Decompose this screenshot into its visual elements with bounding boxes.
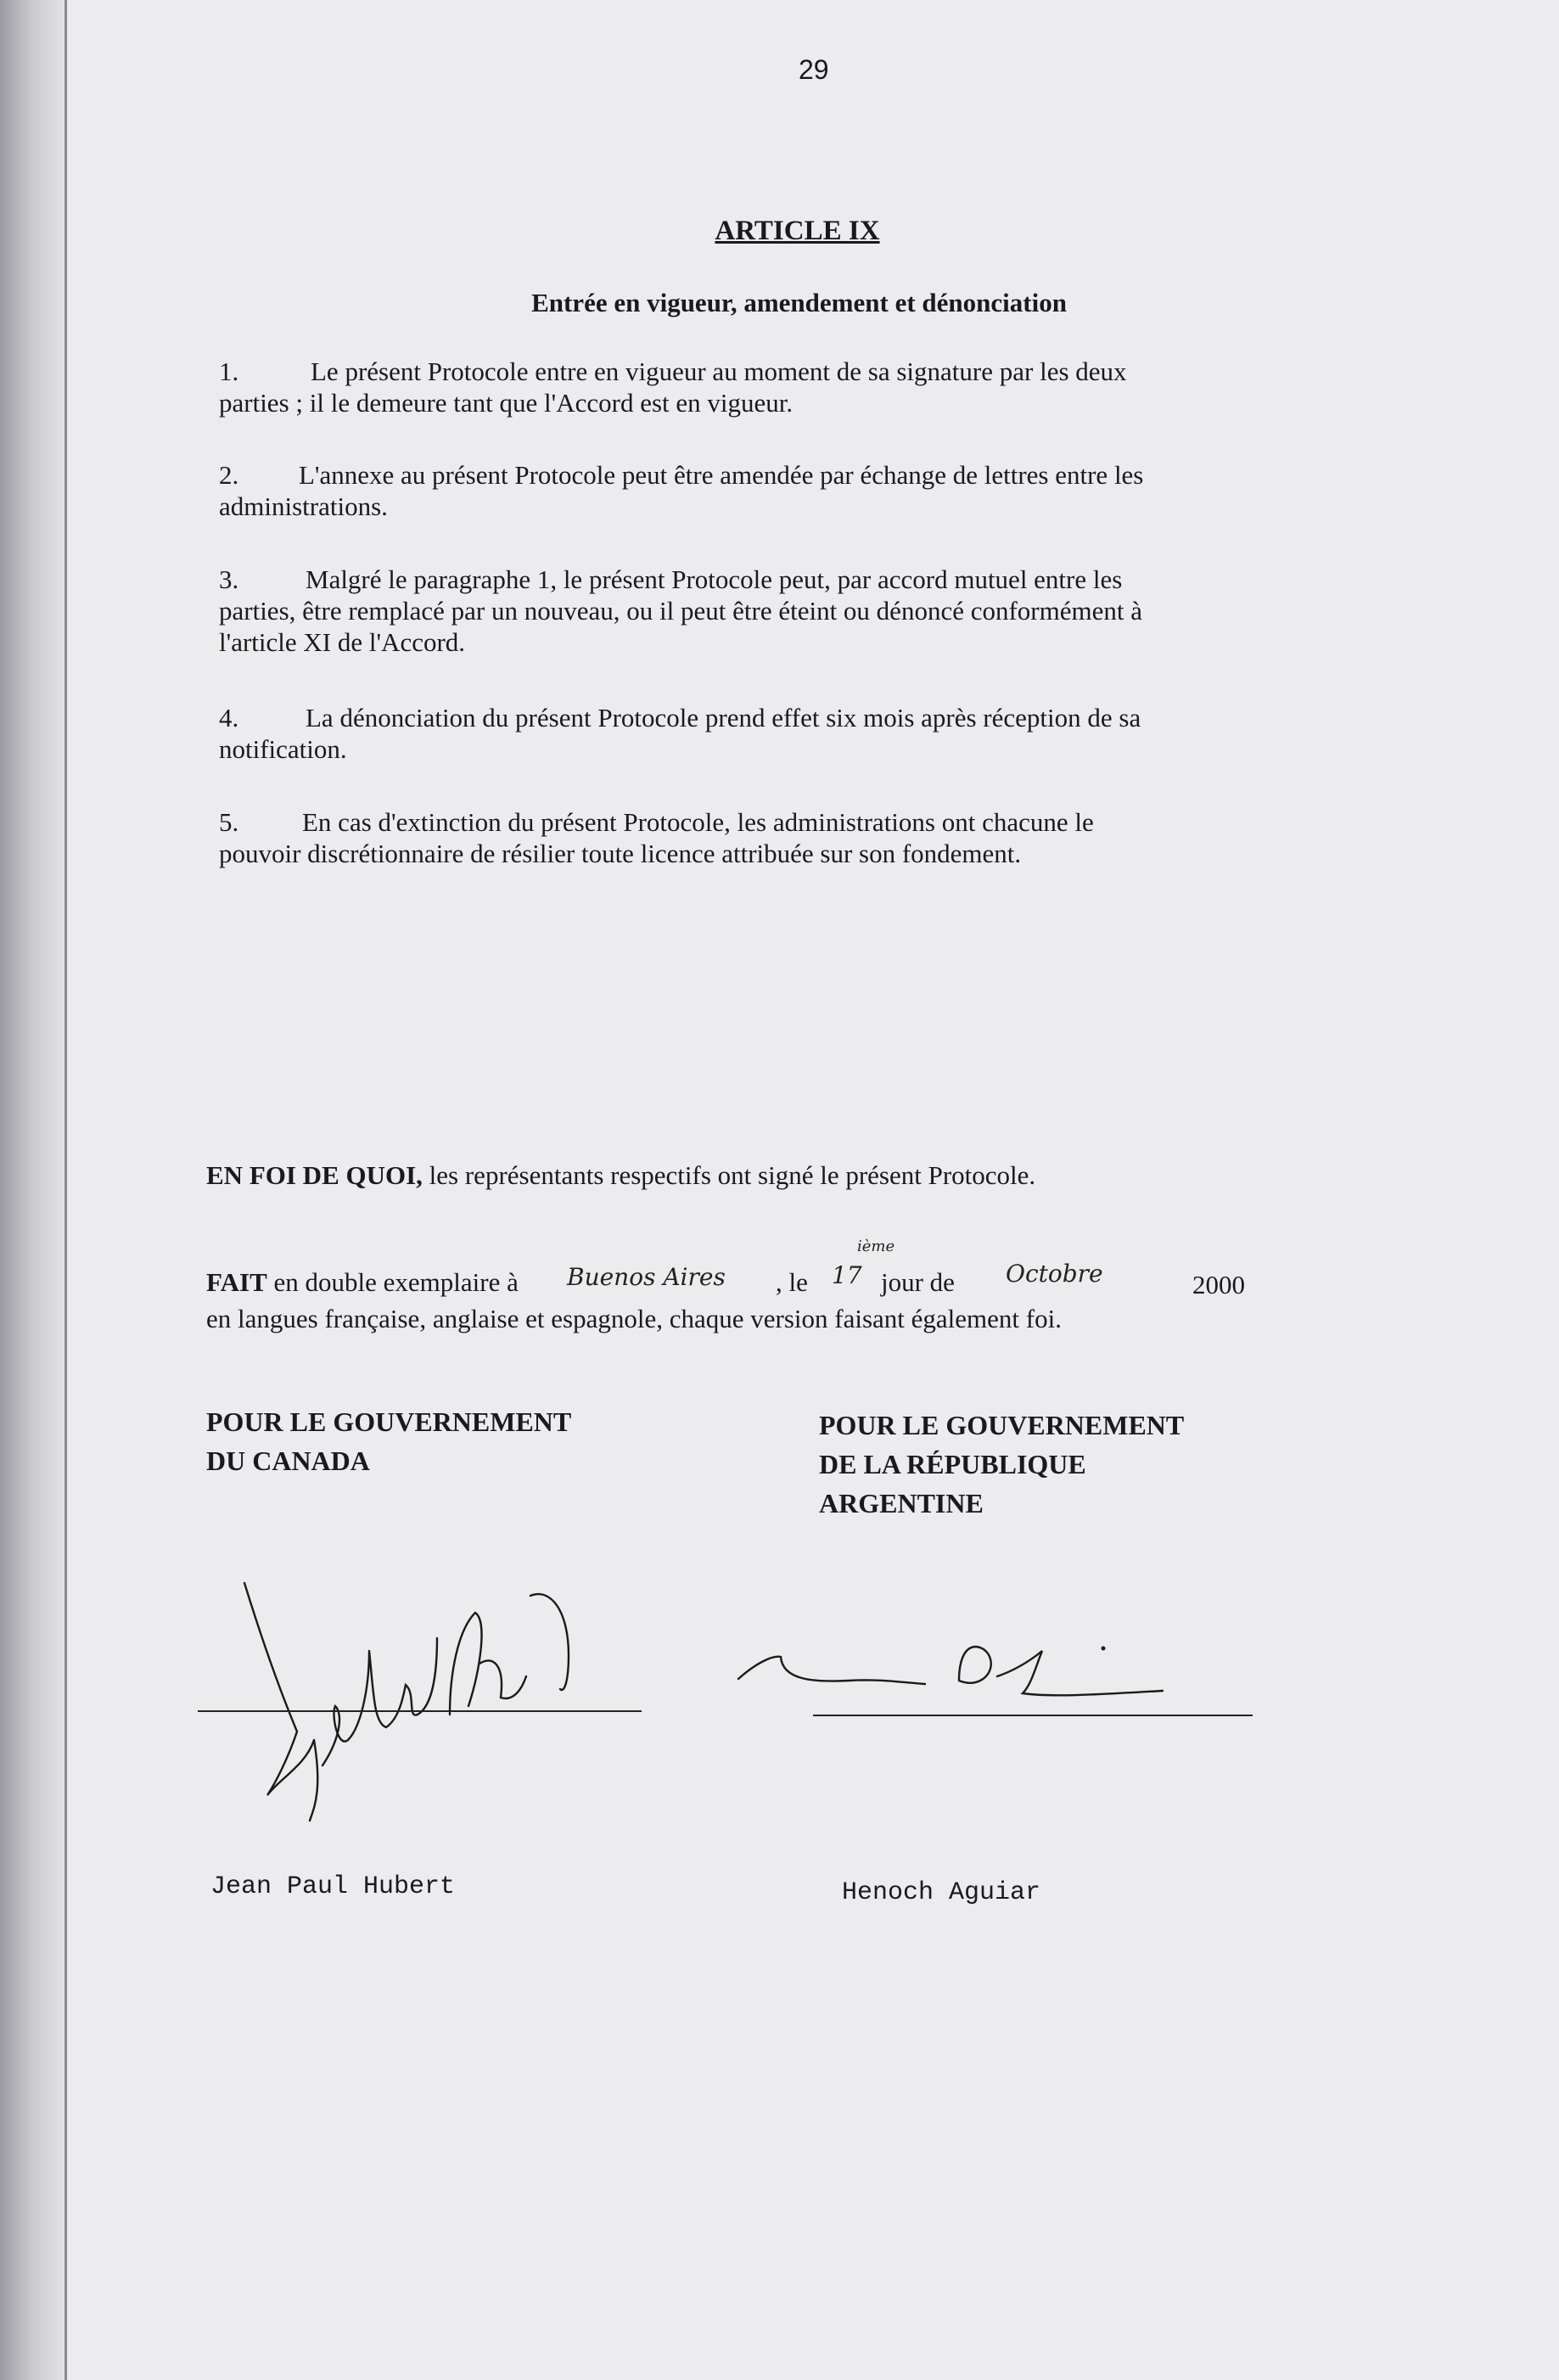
- page-edge: [64, 0, 67, 2380]
- article-subtitle-text: Entrée en vigueur, amendement et dénonciation: [531, 288, 1067, 317]
- article-title-text: ARTICLE IX: [715, 216, 880, 246]
- done-text: en double exemplaire à: [266, 1267, 519, 1297]
- signatory-line: DE LA RÉPUBLIQUE: [819, 1449, 1086, 1479]
- done-lead: FAIT: [206, 1267, 267, 1297]
- done-text-jour: jour de: [881, 1267, 955, 1297]
- paragraph-line: l'article XI de l'Accord.: [219, 627, 466, 657]
- paragraph-line: parties ; il le demeure tant que l'Accord est en vigueur.: [219, 388, 794, 418]
- signatory-line: ARGENTINE: [819, 1488, 984, 1518]
- paragraph-number: 4.: [219, 703, 239, 733]
- paragraph-5: [219, 806, 1263, 869]
- handwritten-month: Octobre: [1006, 1260, 1103, 1288]
- paragraph-first-line: Le présent Protocole entre en vigueur au moment de sa signature par les deux: [311, 356, 1127, 386]
- handwritten-day: 17: [832, 1261, 862, 1289]
- signatory-line: POUR LE GOUVERNEMENT: [819, 1410, 1185, 1440]
- paragraph-2: [219, 459, 1263, 522]
- witness-lead: EN FOI DE QUOI,: [206, 1160, 423, 1190]
- paragraph-line: notification.: [219, 734, 347, 764]
- paragraph-line: parties, être remplacé par un nouveau, ou il peut être éteint ou dénoncé conformément à: [219, 596, 1142, 626]
- signature-canada: [195, 1536, 670, 1833]
- signature-line-canada: [198, 1710, 642, 1712]
- signature-line-argentina: [813, 1715, 1253, 1716]
- witness-text: les représentants respectifs ont signé le présent Protocole.: [422, 1160, 1036, 1190]
- page-binding-shadow: [0, 0, 68, 2380]
- paragraph-1: [219, 356, 1263, 418]
- paragraph-first-line: La dénonciation du présent Protocole prend effet six mois après réception de sa: [306, 703, 1141, 733]
- done-year: 2000: [1192, 1270, 1245, 1299]
- paragraph-3: [219, 564, 1263, 658]
- paragraph-number: 1.: [219, 356, 239, 386]
- signatory-line: POUR LE GOUVERNEMENT: [206, 1406, 572, 1437]
- signatory-name-argentina: Henoch Aguiar: [842, 1878, 1041, 1907]
- paragraph-line: administrations.: [219, 491, 388, 521]
- done-languages: en langues française, anglaise et espagnole, chaque version faisant également foi.: [206, 1304, 1062, 1333]
- page-number: 29: [799, 54, 829, 85]
- paragraph-line: pouvoir discrétionnaire de résilier toute licence attribuée sur son fondement.: [219, 839, 1022, 868]
- paragraph-number: 2.: [219, 460, 239, 490]
- witness-clause: [206, 1159, 1035, 1191]
- handwritten-day-suffix: ième: [857, 1238, 895, 1255]
- article-subtitle: [0, 287, 1559, 318]
- article-title: [0, 216, 1559, 247]
- signature-argentina: [730, 1613, 1171, 1723]
- paragraph-first-line: Malgré le paragraphe 1, le présent Protocole peut, par accord mutuel entre les: [306, 564, 1123, 594]
- signatory-line: DU CANADA: [206, 1445, 370, 1476]
- paragraph-first-line: En cas d'extinction du présent Protocole, les administrations ont chacune le: [302, 807, 1094, 837]
- paragraph-number: 3.: [219, 564, 239, 594]
- signatory-argentina: [819, 1406, 1184, 1523]
- paragraph-first-line: L'annexe au présent Protocole peut être amendée par échange de lettres entre les: [299, 460, 1144, 490]
- handwritten-place: Buenos Aires: [567, 1263, 726, 1291]
- paragraph-4: [219, 702, 1263, 765]
- signatory-canada: [206, 1402, 571, 1480]
- done-clause: [206, 1266, 519, 1298]
- signatory-name-canada: Jean Paul Hubert: [210, 1872, 456, 1901]
- paragraph-number: 5.: [219, 807, 239, 837]
- done-text-le: , le: [776, 1267, 808, 1297]
